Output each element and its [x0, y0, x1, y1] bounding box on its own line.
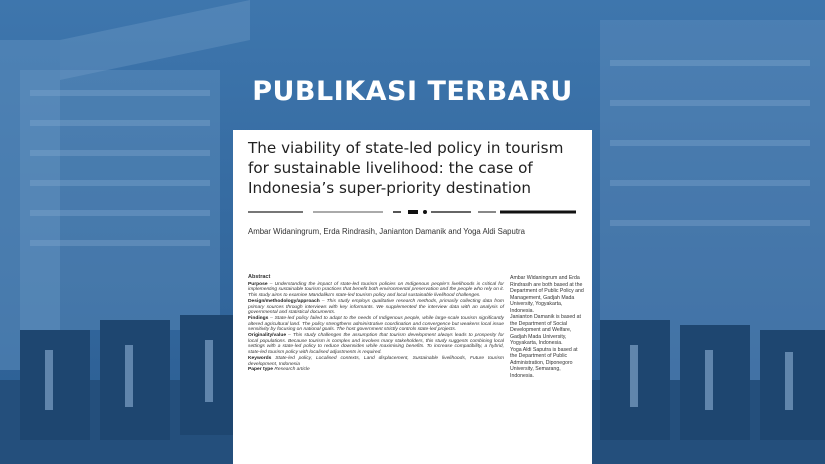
author-affiliations — [510, 275, 585, 379]
abstract-section: Purpose – Understanding the impact of state-led tourism policies on Indigenous people’s livelihoods is critical for implementing sustainable tourism practices that benefit both environmental preservation and the people who rely on it. This study aims to examine Mandalika’s state-led tourism policy and local sustainable livelihood challenges. — [248, 281, 504, 299]
abstract-section: Design/methodology/approach – This study employs qualitative research methods, primarily collecting data from primary sources through interviews with key informants. We supplemented the interview data with an analysis of governmental and statistical documents. — [248, 298, 504, 316]
affiliation-text: Yoga Aldi Saputra is based at the Department of Public Administration, Diponegoro University, Semarang, Indonesia. — [510, 346, 578, 379]
paper-authors: Ambar Widaningrum, Erda Rindrasih, Janianton Damanik and Yoga Aldi Saputra — [248, 227, 525, 236]
affiliation-text: Ambar Widaningrum and Erda Rindrasih are both based at the Department of Public Policy and Management, Gadjah Mada University, Yogyakarta, Indonesia. — [510, 275, 584, 314]
paper-preview — [233, 130, 592, 464]
paper-title: The viability of state-led policy in tourism for sustainable livelihood: the case of Indonesia’s super-priority destination — [248, 139, 564, 197]
abstract-section: Paper type Research article — [248, 367, 310, 373]
title-divider — [248, 210, 576, 214]
banner-heading: PUBLIKASI TERBARU — [252, 76, 573, 107]
abstract-block — [248, 275, 504, 373]
abstract-heading: Abstract — [248, 274, 271, 280]
affiliation-text: Janianton Damanik is based at the Department of Social Development and Welfare, Gadjah Mada University, Yogyakarta, Indonesia. — [510, 314, 581, 346]
abstract-section: Originality/value – This study challenges the assumption that tourism development always leads to prosperity for local populations. Because tourism is complex and involves many stakeholders, this study suggests combining local settings with a state-led policy to reduce downsides while maximising benefits. To increase compatibility, a hybrid, state-led tourism policy with localised adjustments is required. — [248, 333, 504, 356]
abstract-section: Keywords State-led policy, Localised contexts, Land displacement, Sustainable livelihoods, Future tourism development, Indonesia — [248, 355, 504, 367]
abstract-section: Findings – State-led policy failed to adapt to the needs of Indigenous people, while large-scale tourism significantly altered agricultural land. The policy strengthens administrative coordination and convergence but weakens local issue sensitivity by focusing on national goals. The host government strictly controls state-led projects. — [248, 315, 504, 333]
